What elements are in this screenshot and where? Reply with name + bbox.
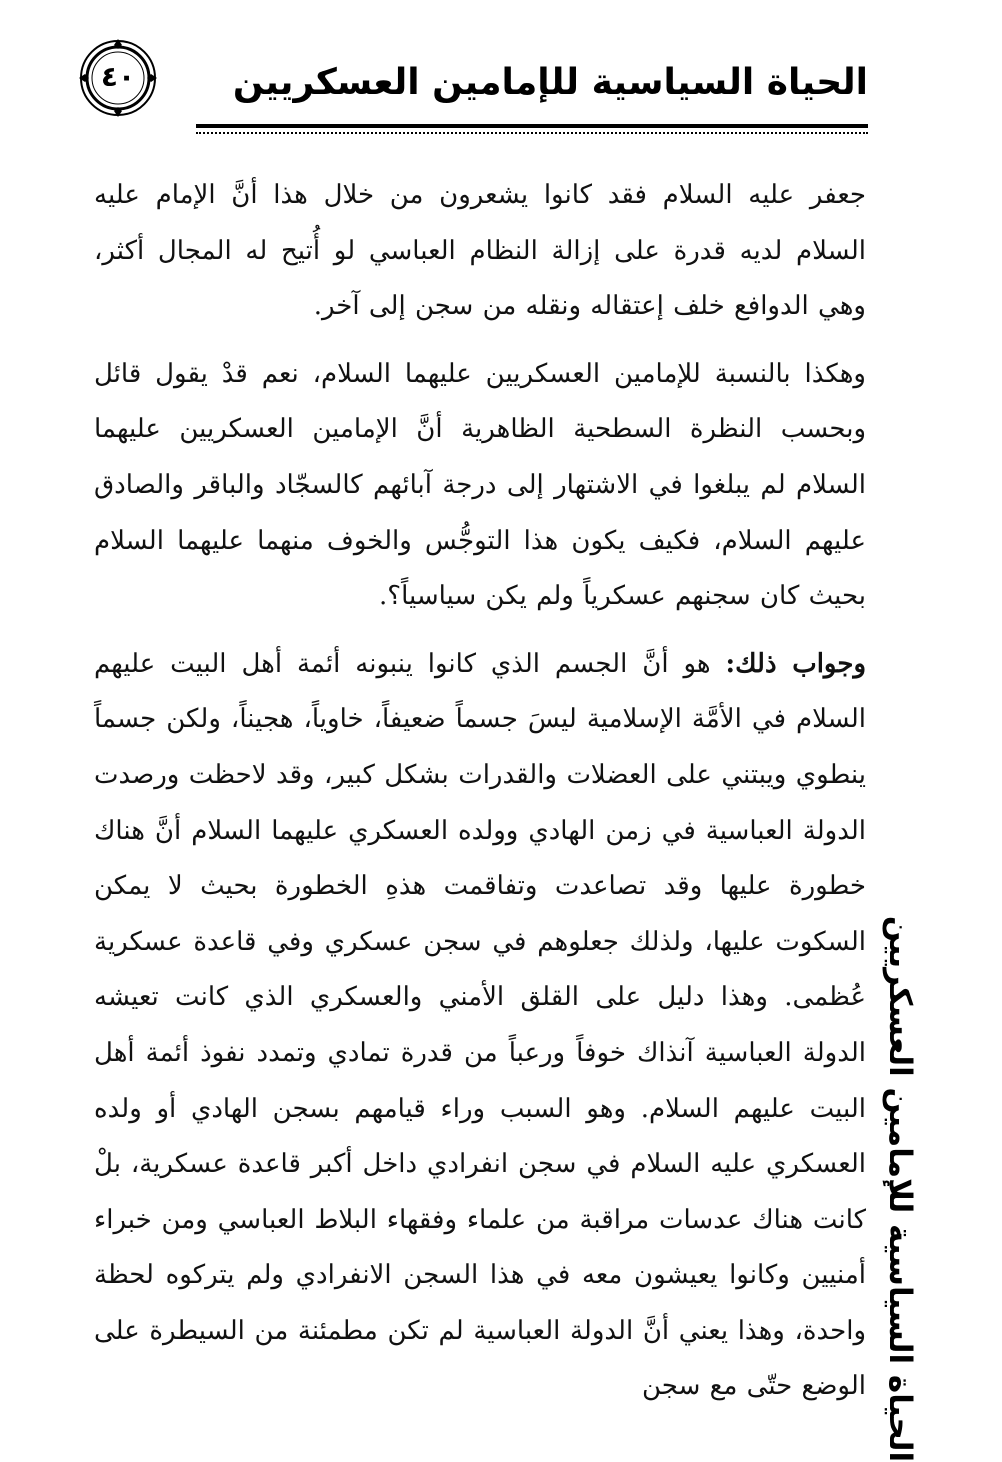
running-title: الحياة السياسية للإمامين العسكريين <box>232 62 868 103</box>
page-header <box>78 38 868 134</box>
page-number-badge <box>78 38 158 118</box>
paragraph-lead: وجواب ذلك: <box>725 648 866 679</box>
side-title-text: الحياة السياسية للإمامين العسكريين <box>882 915 918 1462</box>
body-text <box>94 168 866 1415</box>
paragraph-2: وهكذا بالنسبة للإمامين العسكريين عليهما السلام، نعم قدْ يقول قائل وبحسب النظرة السطحية الظاهرية أنَّ الإمامين العسكريين عليهما السلام لم يبلغوا في الاشتهار إلى درجة آبائهم كالسجّاد والباقر والصادق عليهم السلام، فكيف يكون هذا التوجُّس والخوف منهما عليهما السلام بحيث كان سجنهم عسكرياً ولم يكن سياسياً؟. <box>94 358 866 612</box>
header-rule <box>196 124 868 128</box>
paragraph-3 <box>94 637 866 1415</box>
side-title <box>870 915 930 1462</box>
paragraph-1: جعفر عليه السلام فقد كانوا يشعرون من خلال هذا أنَّ الإمام عليه السلام لديه قدرة على إزالة النظام العباسي لو أُتيح له المجال أكثر، وهي الدوافع خلف إعتقاله ونقله من سجن إلى آخر. <box>94 180 866 322</box>
paragraph-3-text: هو أنَّ الجسم الذي كانوا ينبونه أئمة أهل البيت عليهم السلام في الأمَّة الإسلامية ليسَ جسماً ضعيفاً، خاوياً، هجيناً، ولكن جسماً ينطوي ويبتني على العضلات والقدرات بشكل كبير، وقد لاحظت ورصدت الدولة العباسية في زمن الهادي وولده العسكري عليهما السلام أنَّ هناك خطورة عليها وقد تصاعدت وتفاقمت هذهِ الخطورة بحيث لا يمكن السكوت عليها، ولذلك جعلوهم في سجن عسكري وفي قاعدة عسكرية عُظمى. وهذا دليل على القلق الأمني والعسكري الذي كانت تعيشه الدولة العباسية آنذاك خوفاً ورعباً من قدرة تمادي وتمدد نفوذ أئمة أهل البيت عليهم السلام. وهو السبب وراء قيامهم بسجن الهادي أو ولده العسكري عليه السلام في سجن انفرادي داخل أكبر قاعدة عسكرية، بلْ كانت هناك عدسات مراقبة من علماء وفقهاء البلاط العباسي ومن خبراء أمنيين وكانوا يعيشون معه في هذا السجن الانفرادي ولم يتركوه لحظة واحدة، وهذا يعني أنَّ الدولة العباسية لم تكن مطمئنة من السيطرة على الوضع حتّى مع سجن <box>94 648 866 1402</box>
page-number: ٤٠ <box>100 60 136 93</box>
header-dotted-rule <box>196 132 868 134</box>
